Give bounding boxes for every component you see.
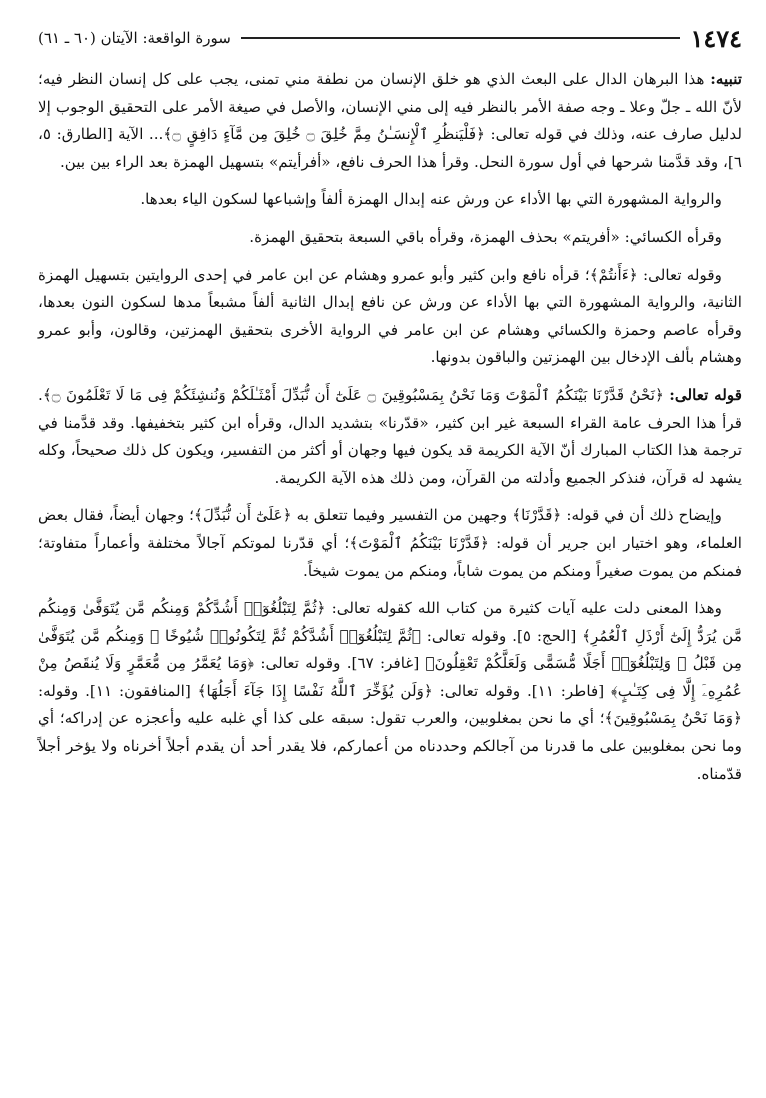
paragraph-text: وقرأه الكسائي: «أفريتم» بحذف الهمزة، وقرأه باقي السبعة بتحقيق الهمزة. <box>249 227 722 246</box>
paragraph-text: وإيضاح ذلك أن في قوله: ﴿قَدَّرْنَا﴾ وجهين من التفسير وفيما تتعلق به ﴿عَلَىٰٓ أَن نُّبَدِّلَ﴾؛ وجهان أيضاً، فقال بعض العلماء، وهو اختيار ابن جرير أن قوله: ﴿قَدَّرْنَا بَيْنَكُمُ ٱلْمَوْتَ﴾؛ أي قدّرنا لموتكم آجالاً مختلفة وأعماراً متفاوتة؛ فمنكم من يموت صغيراً ومنكم من يموت شاباً، ومنكم من يموت شيخاً. <box>38 506 742 580</box>
paragraph-label: تنبيه: <box>710 70 743 88</box>
page-number: ١٤٧٤ <box>690 23 742 53</box>
paragraph <box>38 186 742 214</box>
paragraph <box>38 262 742 372</box>
book-page <box>38 18 742 1088</box>
surah-title: سورة الواقعة: الآيتان (٦٠ ـ ٦١) <box>38 29 231 47</box>
paragraph-text: هذا البرهان الدال على البعث الذي هو خلق الإنسان من نطفة مني تمنى، يجب على كل إنسان النظر فيه؛ لأنّ الله ـ جلّ وعلا ـ وجه صفة الأمر بالنظر فيه إلى مني الإنسان، والأصل في صيغة الأمر على التحقيق الوجوب إلا لدليل صارف عنه، وذلك في قوله تعالى: ﴿فَلْيَنظُرِ ٱلْإِنسَـٰنُ مِمَّ خُلِقَ ۝ خُلِقَ مِن مَّآءٍ دَافِقٍ ۝﴾... الآية [الطارق: ٥، ٦]، وقد قدَّمنا شرحها في أول سورة النحل. وقرأ هذا الحرف نافع، «أفرأيتم» بتسهيل الهمزة بعد الراء بين بين. <box>38 70 742 171</box>
paragraph-text: ﴿نَحْنُ قَدَّرْنَا بَيْنَكُمُ ٱلْمَوْتَ وَمَا نَحْنُ بِمَسْبُوقِينَ ۝ عَلَىٰٓ أَن نُّبَدِّلَ أَمْثَـٰلَكُمْ وَنُنشِئَكُمْ فِى مَا لَا تَعْلَمُونَ ۝﴾. قرأ هذا الحرف عامة القراء السبعة غير ابن كثير، «قدّرنا» بتشديد الدال، وقرأه ابن كثير بتخفيفها. وقد قدَّمنا في ترجمة هذا الكتاب المبارك أنّ الآية الكريمة قد يكون فيها وجهان أو أكثر من التفسير، ويكون كل ذلك صحيحاً، وكله يشهد له قرآن، فنذكر الجميع وأدلته من القرآن، ومن ذلك هذه الآية الكريمة. <box>38 385 742 487</box>
paragraph-text: وقوله تعالى: ﴿ءَأَنتُمْ﴾؛ قرأه نافع وابن كثير وأبو عمرو وهشام عن ابن عامر في إحدى الروايتين بتسهيل الهمزة الثانية، والرواية المشهورة التي بها الأداء عن ورش عن نافع إبدال الثانية ألفاً مشبعاً مدها لسكون النون بعدها، وقرأه عاصم وحمزة والكسائي وهشام عن ابن عامر في الرواية الأخرى بتحقيق الهمزتين، وقالون، وأبو عمرو وهشام بألف الإدخال بين الهمزتين والباقون بدونها. <box>38 265 742 367</box>
page-body <box>38 66 742 788</box>
header-rule <box>241 37 681 39</box>
paragraph <box>38 382 742 492</box>
paragraph <box>38 595 742 788</box>
paragraph-label: قوله تعالى: <box>669 385 743 404</box>
paragraph-text: والرواية المشهورة التي بها الأداء عن ورش عنه إبدال الهمزة ألفاً وإشباعها لسكون الياء بعدها. <box>140 190 722 209</box>
paragraph <box>38 66 742 176</box>
paragraph-text: وهذا المعنى دلت عليه آيات كثيرة من كتاب الله كقوله تعالى: ﴿ثُمَّ لِتَبْلُغُوٓا۟ أَشُدَّكُمْ وَمِنكُم مَّن يُتَوَفَّىٰ وَمِنكُم مَّن يُرَدُّ إِلَىٰٓ أَرْذَلِ ٱلْعُمُرِ﴾ [الحج: ٥]. وقوله تعالى: ﴿ثُمَّ لِتَبْلُغُوٓا۟ أَشُدَّكُمْ ثُمَّ لِتَكُونُوا۟ شُيُوخًا ۚ وَمِنكُم مَّن يُتَوَفَّىٰ مِن قَبْلُ ۖ وَلِتَبْلُغُوٓا۟ أَجَلًا مُّسَمًّى وَلَعَلَّكُمْ تَعْقِلُونَ﴾ [غافر: ٦٧]. وقوله تعالى: ﴿وَمَا يُعَمَّرُ مِن مُّعَمَّرٍ وَلَا يُنقَصُ مِنْ عُمُرِهِۦٓ إِلَّا فِى كِتَـٰبٍ﴾ [فاطر: ١١]. وقوله تعالى: ﴿وَلَن يُؤَخِّرَ ٱللَّهُ نَفْسًا إِذَا جَآءَ أَجَلُهَا﴾ [المنافقون: ١١]. وقوله: ﴿وَمَا نَحْنُ بِمَسْبُوقِينَ﴾؛ أي ما نحن بمغلوبين، والعرب تقول: سبقه على كذا أي غلبه عليه وأعجزه عن إدراكه؛ أي وما نحن بمغلوبين على ما قدرنا من آجالكم وحددناه من أعماركم، فلا يقدر أحد أن يقدم أجلاً أخرناه ولا يؤخر أجلاً قدّمناه. <box>38 599 742 783</box>
page-header <box>38 18 742 58</box>
paragraph <box>38 502 742 585</box>
paragraph <box>38 224 742 252</box>
